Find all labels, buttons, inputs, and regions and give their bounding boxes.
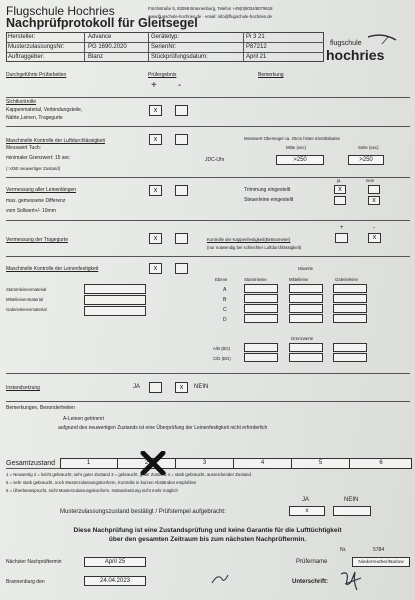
ja-label: ja	[337, 178, 341, 183]
remarks-line-2: aufgrund des neuwertigen Zustands ist eine Überprüfung der Leinenfestigkeit nicht erforderlich	[58, 425, 268, 431]
steer-label: Steuerleine eingestellt	[244, 197, 294, 203]
level-c: C	[223, 307, 227, 313]
tests-header: Durchgeführte Prüfarbeiten	[6, 72, 67, 78]
visual-line-1: Kappenmaterial, Verbindungsteile,	[6, 107, 83, 113]
cloth-mid-value[interactable]: >250	[276, 155, 324, 165]
conformity-ja-checkbox[interactable]: x	[289, 506, 325, 516]
logo-top-text: flugschule	[330, 40, 362, 47]
condition-title: Gesamtzustand	[6, 460, 56, 467]
condition-cell-4[interactable]: 4	[234, 458, 292, 469]
lines-line-2: vom Sollwert+/- 10mm	[6, 208, 56, 214]
lines-minus-checkbox[interactable]	[175, 185, 188, 196]
logo-bottom-text: hochries	[326, 47, 385, 63]
ist-header: Istwerte	[298, 266, 314, 271]
galerie-b[interactable]	[333, 294, 367, 303]
strength-minus-checkbox[interactable]: x	[368, 233, 381, 243]
strength-plus-checkbox[interactable]	[335, 233, 348, 243]
repair-title: Instandsetzung	[6, 385, 40, 391]
stamm-c[interactable]	[244, 304, 278, 313]
brake-mittel-1[interactable]	[289, 343, 323, 352]
level-d: D	[223, 317, 227, 323]
strength-cloth-note: (nur notwendig bei schlechter Luftdurchlässigkeit)	[207, 245, 302, 250]
signature-label: Unterschrift:	[292, 579, 329, 585]
serial-value: P87212	[246, 44, 267, 50]
manufacturer-value: Advance	[88, 34, 112, 40]
material-label-2: Mittelleinenmaterial	[6, 297, 44, 302]
mittel-c[interactable]	[289, 304, 323, 313]
date-label: Stückprüfungsdatum:	[151, 54, 208, 60]
material-label-1: Stammleinenmaterial	[6, 287, 47, 292]
signature-icon	[337, 568, 365, 594]
mittel-a[interactable]	[289, 284, 323, 293]
cloth-title: Maschinelle Kontrolle der Luftdurchlässigkeit	[6, 138, 105, 144]
company-address: Förchstraße 5, 83098 Brannenburg, Telefon +49(0)8034/6079618	[148, 6, 273, 11]
cloth-side-value[interactable]: >250	[348, 155, 384, 165]
stamm-a[interactable]	[244, 284, 278, 293]
nr-label: Nr.	[340, 547, 347, 553]
mittel-b[interactable]	[289, 294, 323, 303]
approval-value: PG 1690.2020	[88, 44, 127, 50]
risers-minus-checkbox[interactable]	[175, 233, 188, 244]
company-name: Flugschule Hochries	[6, 4, 115, 18]
material-field-2[interactable]	[84, 295, 146, 305]
client-value: Blanz	[88, 54, 104, 60]
mittel-d[interactable]	[289, 314, 323, 323]
date-value: April 21	[246, 54, 267, 60]
plus-header: +	[151, 80, 157, 91]
cloth-device: JDC-Uhr	[205, 157, 225, 163]
condition-cell-5[interactable]: 5	[292, 458, 350, 469]
brake-galerie-1[interactable]	[333, 343, 367, 352]
trim-ja-checkbox[interactable]: x	[334, 185, 346, 194]
stamm-b[interactable]	[244, 294, 278, 303]
examiner-value[interactable]: Niederreuther/Barlow	[352, 557, 410, 567]
galerie-a[interactable]	[333, 284, 367, 293]
level-a: A	[223, 287, 227, 293]
repair-nein-label: NEIN	[194, 384, 209, 390]
approval-label: MusterzulassungsNr:	[8, 44, 65, 50]
trim-label: Trimmung eingestellt	[244, 187, 291, 193]
visual-minus-checkbox[interactable]	[175, 105, 188, 116]
cloth-line-2: minimaler Grenzwert: 15 sec	[6, 155, 70, 161]
stamm-header: Stammleine	[244, 277, 267, 282]
cloth-mid-label: Mitte (sec)	[286, 145, 307, 150]
company-web: www.flugschule-hochries.de · email: info@flugschule-hochries.de	[148, 14, 273, 19]
minus-header: -	[178, 80, 182, 91]
trim-nein-checkbox[interactable]	[368, 185, 380, 194]
linestrength-plus-checkbox[interactable]: x	[149, 263, 162, 274]
lines-plus-checkbox[interactable]: x	[149, 185, 162, 196]
condition-legend-2: 5 = sehr stark gebraucht, noch Musterzulassungskonform, Kontrolle in kurzen Abständen empfohlen	[6, 480, 197, 485]
linestrength-minus-checkbox[interactable]	[175, 263, 188, 274]
conformity-label: Musterzulassungszustand bestätigt / Prüfstempel aufgebracht:	[60, 509, 226, 515]
remarks-title: Bemerkungen, Besonderheiten	[6, 405, 75, 411]
disclaimer-line-2: über den gesamten Zeitraum bis zum nächsten Nachprüftermin.	[108, 536, 307, 543]
visual-plus-checkbox[interactable]: x	[149, 105, 162, 116]
visual-line-2: Nähte,Leinen, Tragegurte	[6, 115, 63, 121]
steer-nein-checkbox[interactable]: x	[368, 196, 380, 205]
cloth-minus-checkbox[interactable]	[175, 134, 188, 145]
level-b: B	[223, 297, 227, 303]
condition-legend-3: 6 = Überbeansprucht, nicht Musterzulassungskonform, Instandsetzung nicht mehr möglich	[6, 488, 178, 493]
brake-galerie-2[interactable]	[333, 353, 367, 362]
brake-stamm-1[interactable]	[244, 343, 278, 352]
next-date-label: Nächster Nachprüftermin	[6, 559, 62, 565]
galerie-header: Galerieleine	[335, 277, 358, 282]
place-date-value[interactable]: 24.04.2023	[84, 576, 146, 586]
repair-nein-checkbox[interactable]: x	[175, 382, 188, 393]
repair-ja-checkbox[interactable]	[149, 382, 162, 393]
stamm-d[interactable]	[244, 314, 278, 323]
examiner-label: Prüfername	[296, 559, 328, 565]
strength-minus-label: -	[373, 225, 375, 231]
condition-cell-6[interactable]: 6	[379, 460, 383, 466]
material-field-1[interactable]	[84, 284, 146, 294]
brake-mittel-2[interactable]	[289, 353, 323, 362]
conformity-nein-label: NEIN	[344, 497, 359, 503]
manufacturer-label: Hersteller:	[8, 34, 36, 40]
strength-cloth-title: Kontrolle der Kappenfestigkeit(Bettsometer)	[207, 237, 291, 242]
cloth-note: Messwert Obersegel ca. 20cm hinter Eintrittskante	[244, 136, 341, 141]
brake-level-2: C/D (BG)	[213, 356, 231, 361]
cloth-line-3: ( >250 neuwertiger Zustand)	[6, 166, 61, 171]
limit-header: Grenzwerte	[291, 336, 314, 341]
result-header: Prüfergebnis	[148, 72, 177, 78]
lines-title: Vermessung aller Leinenlängen	[6, 187, 77, 193]
mittel-header: Mittelleine	[289, 277, 309, 282]
type-value: Pi 3 21	[246, 34, 265, 40]
steer-ja-checkbox[interactable]	[334, 196, 346, 205]
type-label: Gerätetyp:	[151, 34, 180, 40]
strength-plus-label: +	[340, 225, 344, 231]
nein-label: nein	[366, 178, 375, 183]
remarks-line-1: A-Leinen getrimmt	[63, 416, 104, 422]
condition-cell-3[interactable]: 3	[176, 458, 234, 469]
linestrength-title: Maschinelle Kontrolle der Leinenfestigkeit	[6, 266, 99, 272]
cloth-side-label: Seite (sec)	[358, 145, 379, 150]
lines-line-1: max. gemessene Differenz	[6, 198, 66, 204]
condition-legend-1: 1 = Neuwertig 2 = leicht gebraucht, sehr guter Zustand 3 = gebraucht, guter Zustand 4 = stark gebraucht, ausreichender Zustand	[6, 472, 251, 477]
repair-ja-label: JA	[133, 384, 141, 390]
material-label-3: Galerieleinenmaterial	[6, 307, 47, 312]
client-label: Auftraggeber:	[8, 54, 45, 60]
risers-plus-checkbox[interactable]: x	[149, 233, 162, 244]
galerie-d[interactable]	[333, 314, 367, 323]
condition-cell-2[interactable]: 2	[118, 458, 176, 469]
risers-title: Vermessung der Tragegurte	[6, 237, 68, 243]
cloth-plus-checkbox[interactable]: x	[149, 134, 162, 145]
nr-value: 5784	[373, 547, 385, 553]
serial-label: SerienNr:	[151, 44, 177, 50]
material-field-3[interactable]	[84, 306, 146, 316]
signature-mark-icon	[210, 571, 230, 587]
remark-header: Bemerkung	[258, 72, 284, 78]
place-label: Brannenburg den	[6, 579, 45, 585]
disclaimer-line-1: Diese Nachprüfung ist eine Zustandsprüfung und keine Garantie für die Lufttüchtigkeit	[73, 527, 342, 534]
brake-stamm-2[interactable]	[244, 353, 278, 362]
level-header: Ebene	[215, 277, 228, 282]
document-title: Nachprüfprotokoll für Gleitsegel	[6, 16, 198, 30]
visual-title: Sichtkontrolle	[6, 99, 37, 105]
conformity-nein-checkbox[interactable]	[333, 506, 371, 516]
conformity-ja-label: JA	[302, 497, 310, 503]
galerie-c[interactable]	[333, 304, 367, 313]
cloth-line-1: Messwert Tuch:	[6, 145, 42, 151]
condition-cell-1[interactable]: 1	[60, 458, 118, 469]
brake-level-1: A/B (BG)	[213, 346, 231, 351]
next-date-value[interactable]: April 25	[84, 557, 146, 567]
